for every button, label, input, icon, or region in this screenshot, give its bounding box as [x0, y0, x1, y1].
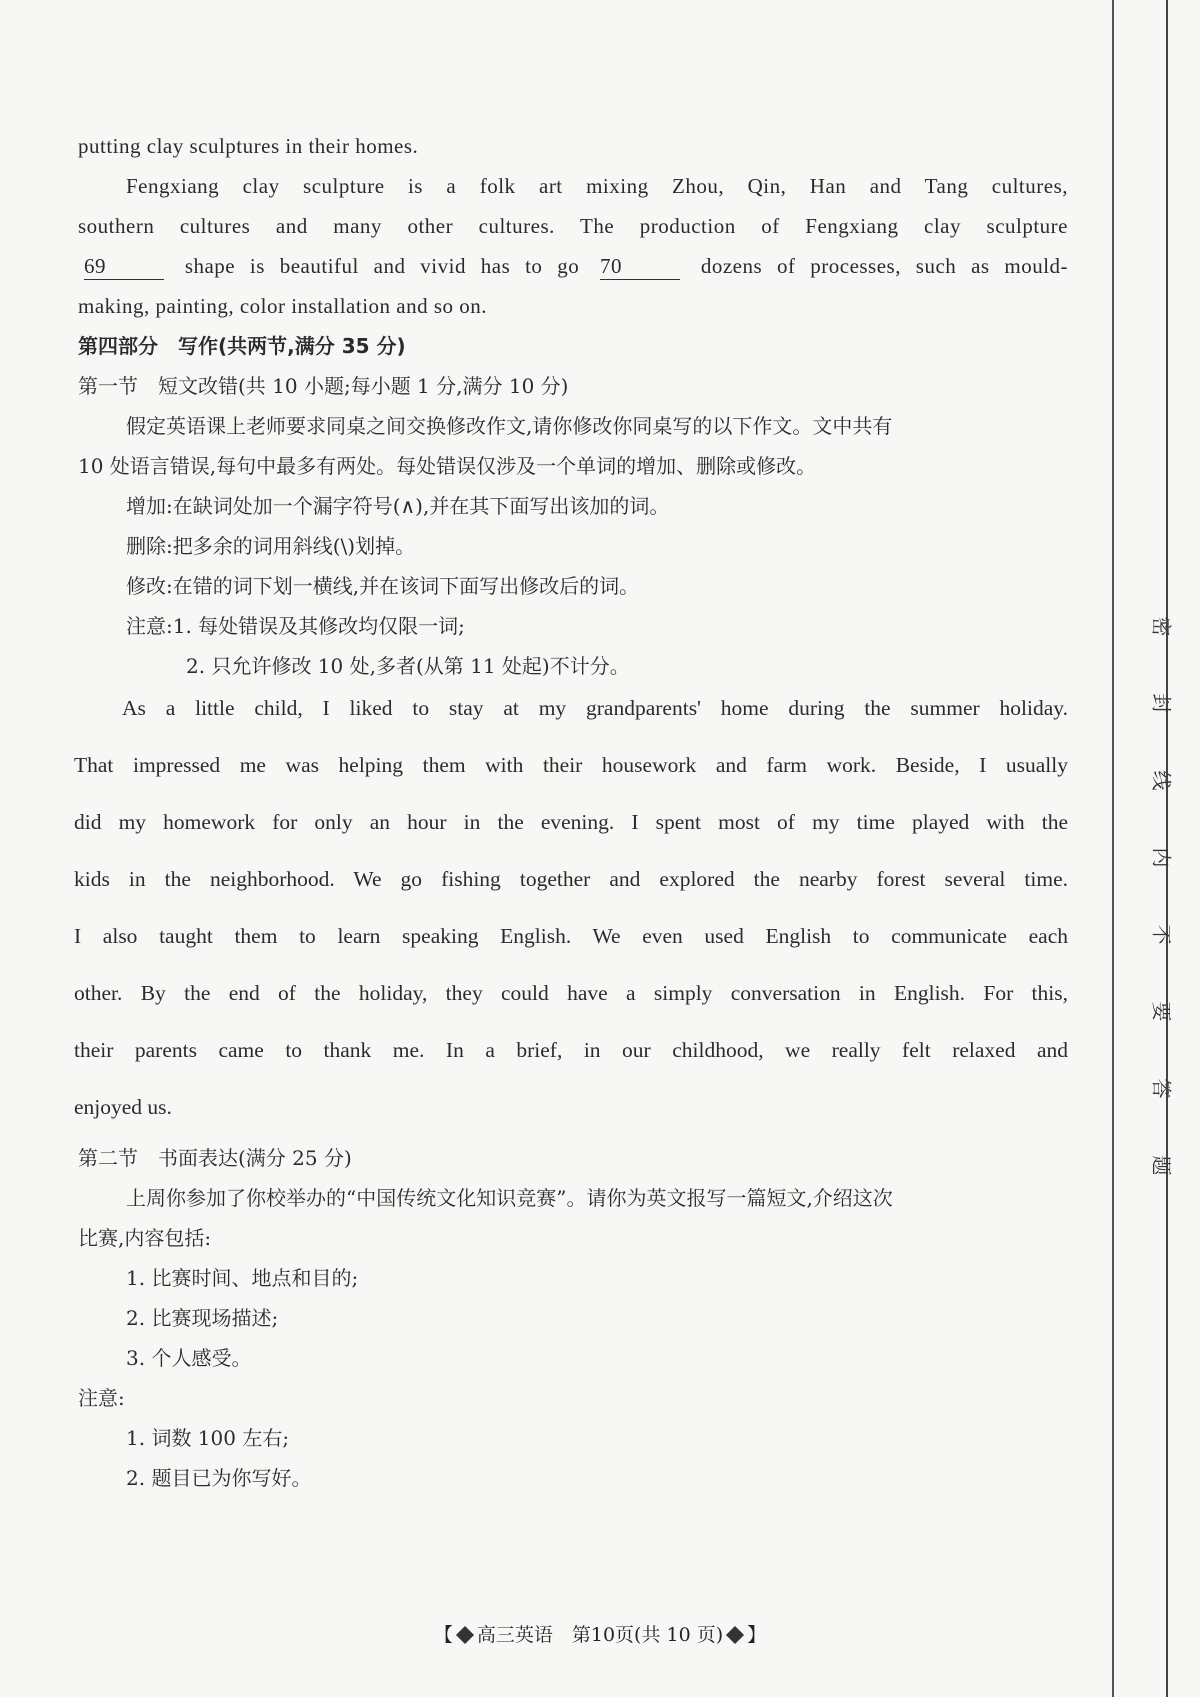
task-item-2: 2. 比赛现场描述; [126, 1306, 279, 1330]
intro-line-1: putting clay sculptures in their homes. [78, 134, 419, 158]
instruction-modify: 修改:在错的词下划一横线,并在该词下面写出修改后的词。 [126, 574, 640, 598]
seal-char: 内 [1149, 847, 1174, 868]
page-footer [0, 1620, 1200, 1647]
instruction-delete: 删除:把多余的词用斜线(\)划掉。 [126, 534, 416, 558]
intro-line-2: Fengxiang clay sculpture is a folk art mixing Zhou, Qin, Han and Tang cultures, [126, 174, 1068, 198]
essay [74, 680, 1068, 1136]
page-content [74, 126, 1069, 1498]
essay-line-5: I also taught them to learn speaking English. We even used English to communicate each [74, 924, 1068, 948]
instruction-note-1: 注意:1. 每处错误及其修改均仅限一词; [126, 614, 465, 638]
instruction-note-2: 2. 只允许修改 10 处,多者(从第 11 处起)不计分。 [186, 654, 630, 678]
essay-line-7: their parents came to thank me. In a brief, in our childhood, we really felt relaxed and [74, 1038, 1068, 1062]
intro-line-4 [78, 246, 1068, 286]
essay-line-6: other. By the end of the holiday, they could have a simply conversation in English. For this, [74, 981, 1068, 1005]
line4-mid: shape is beautiful and vivid has to go [184, 254, 580, 278]
blank-69: 69 [84, 253, 164, 280]
intro-line-5: making, painting, color installation and so on. [78, 294, 488, 318]
instruction-1: 假定英语课上老师要求同桌之间交换修改作文,请你修改你同桌写的以下作文。文中共有 [126, 414, 893, 438]
footer-left-bracket: 【 [433, 1624, 453, 1646]
seal-char: 要 [1149, 1001, 1174, 1022]
seal-char: 答 [1149, 1078, 1174, 1099]
diamond-icon [726, 1626, 744, 1644]
blank-70: 70 [600, 253, 680, 280]
instruction-add: 增加:在缺词处加一个漏字符号(∧),并在其下面写出该加的词。 [126, 494, 670, 518]
task-note-2: 2. 题目已为你写好。 [126, 1466, 312, 1490]
task-item-3: 3. 个人感受。 [126, 1346, 252, 1370]
footer-text: 高三英语 第10页(共 10 页) [476, 1624, 724, 1646]
seal-char: 密 [1149, 616, 1174, 637]
task-item-1: 1. 比赛时间、地点和目的; [126, 1266, 359, 1290]
footer-right-bracket: 】 [747, 1624, 767, 1646]
diamond-icon [456, 1626, 474, 1644]
seal-char: 封 [1149, 693, 1174, 714]
seal-char: 题 [1149, 1155, 1174, 1176]
essay-line-4: kids in the neighborhood. We go fishing together and explored the nearby forest several time. [74, 867, 1068, 891]
intro-line-3: southern cultures and many other cultures. The production of Fengxiang clay sculpture [78, 214, 1068, 238]
seal-char: 不 [1149, 924, 1174, 945]
seal-line-notice [1124, 588, 1174, 1204]
task-line-1: 上周你参加了你校举办的“中国传统文化知识竞赛”。请你为英文报写一篇短文,介绍这次 [126, 1186, 893, 1210]
essay-line-2: That impressed me was helping them with their housework and farm work. Beside, I usually [74, 753, 1068, 777]
essay-line-3: did my homework for only an hour in the evening. I spent most of my time played with the [74, 810, 1068, 834]
essay-line-8: enjoyed us. [74, 1095, 172, 1119]
section1-heading: 第一节 短文改错(共 10 小题;每小题 1 分,满分 10 分) [78, 374, 569, 398]
seal-char: 线 [1149, 770, 1174, 791]
section2-heading: 第二节 书面表达(满分 25 分) [78, 1146, 352, 1170]
task-note-1: 1. 词数 100 左右; [126, 1426, 290, 1450]
instruction-2: 10 处语言错误,每句中最多有两处。每处错误仅涉及一个单词的增加、删除或修改。 [78, 454, 817, 478]
essay-line-1: As a little child, I liked to stay at my grandparents' home during the summer holiday. [122, 696, 1068, 720]
task-line-2: 比赛,内容包括: [78, 1226, 212, 1250]
part4-heading: 第四部分 写作(共两节,满分 35 分) [78, 334, 406, 358]
task-note-heading: 注意: [78, 1386, 125, 1410]
line4-end: dozens of processes, such as mould- [700, 254, 1069, 278]
